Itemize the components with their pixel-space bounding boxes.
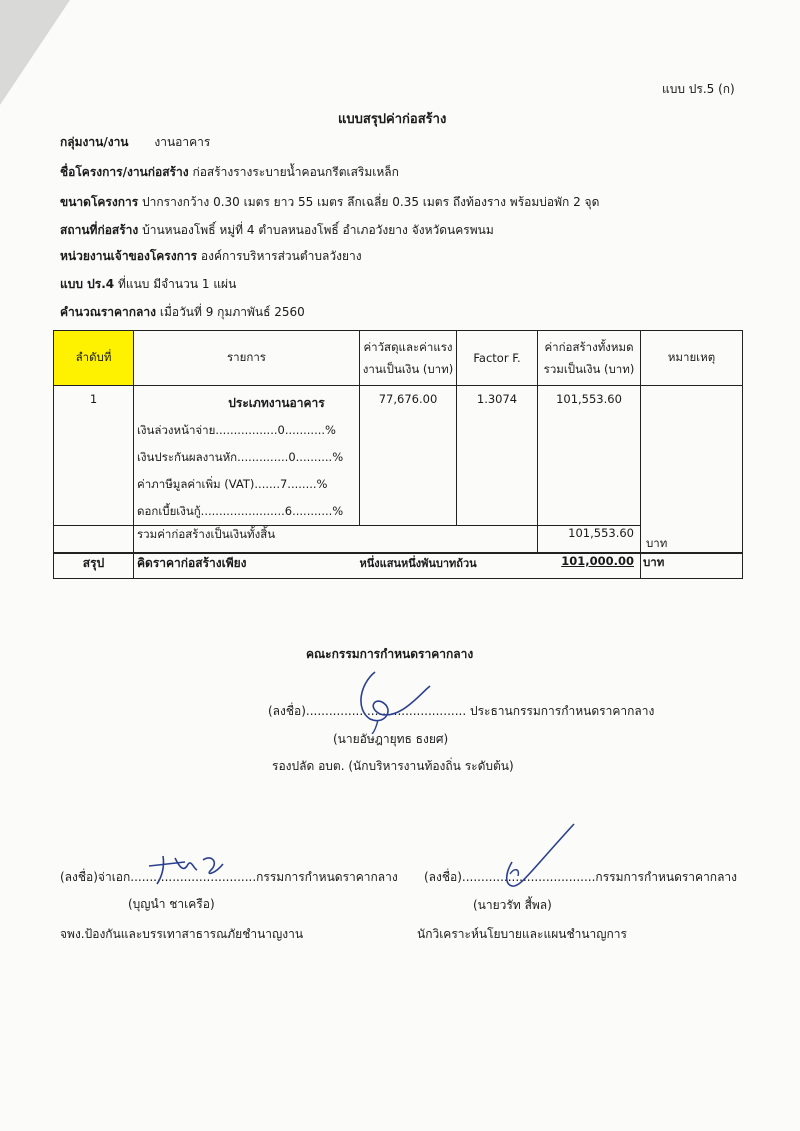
group-label: กลุ่มงาน/งาน (60, 135, 129, 149)
member2-position: นักวิเคราะห์นโยบายและแผนชำนาญการ (417, 927, 627, 941)
form-code: แบบ ปร.5 (ก) (662, 82, 735, 96)
summary-unit: บาท (641, 553, 743, 579)
retention-line: เงินประกันผลงานหัก..............0..........% (137, 450, 344, 464)
header-item: รายการ (134, 331, 360, 386)
summary-words: หนึ่งแสนหนึ่งพันบาทถ้วน (360, 553, 538, 579)
row-item (134, 386, 360, 526)
header-note: หมายเหตุ (641, 331, 743, 386)
row-material: 77,676.00 (360, 386, 457, 526)
member1-signature-line: (ลงชื่อ)จ่าเอก.................................กรรมการกำหนดราคากลาง (60, 870, 398, 884)
size-label: ขนาดโครงการ (60, 195, 139, 209)
member2-signature-mark (490, 822, 580, 894)
calc-value: เมื่อวันที่ 9 กุมภาพันธ์ 2560 (159, 305, 305, 319)
location-value: บ้านหนองโพธิ์ หมู่ที่ 4 ตำบลหนองโพธิ์ อำเภอวังยาง จังหวัดนครพนม (142, 223, 494, 237)
info-size (60, 193, 599, 212)
cost-summary-table (53, 330, 743, 579)
form-ref-value: ที่แนบ มีจำนวน 1 แผ่น (117, 277, 237, 291)
table-row (54, 386, 743, 526)
chair-name: (นายอัษฎายุทธ ธงยศ) (333, 732, 449, 746)
vat-line: ค่าภาษีมูลค่าเพิ่ม (VAT).......7........% (137, 477, 328, 491)
advance-payment-line: เงินล่วงหน้าจ่าย.................0...........% (137, 423, 336, 437)
owner-label: หน่วยงานเจ้าของโครงการ (60, 249, 198, 263)
row-factor: 1.3074 (457, 386, 538, 526)
table-header-row (54, 331, 743, 386)
header-total (538, 331, 641, 386)
location-label: สถานที่ก่อสร้าง (60, 223, 139, 237)
member1-name: (บุญนำ ชาเครือ) (128, 897, 215, 911)
project-label: ชื่อโครงการ/งานก่อสร้าง (60, 165, 189, 179)
info-owner (60, 247, 362, 266)
header-total-line1: ค่าก่อสร้างทั้งหมด (544, 340, 634, 354)
row-note (641, 386, 743, 554)
info-group (60, 133, 210, 152)
page-fold-corner (0, 0, 70, 105)
grand-total-label: รวมค่าก่อสร้างเป็นเงินทั้งสิ้น (134, 526, 538, 554)
calc-label: คำนวณราคากลาง (60, 305, 157, 319)
info-location (60, 221, 494, 240)
interest-line: ดอกเบี้ยเงินกู้.......................6...........% (137, 504, 344, 518)
summary-value: 101,000.00 (538, 553, 641, 579)
document-title: แบบสรุปค่าก่อสร้าง (338, 112, 447, 127)
chair-signature-line: (ลงชื่อ).......................................... ประธานกรรมการกำหนดราคากลาง (268, 704, 655, 718)
form-ref-label: แบบ ปร.4 (60, 277, 115, 291)
grand-total-unit: บาท (646, 536, 668, 550)
summary-label: สรุป (54, 553, 134, 579)
info-form-ref (60, 275, 236, 294)
grand-total-row (54, 526, 743, 554)
grand-total-empty (54, 526, 134, 554)
info-project (60, 163, 399, 182)
header-material (360, 331, 457, 386)
header-factor: Factor F. (457, 331, 538, 386)
size-value: ปากรางกว้าง 0.30 เมตร ยาว 55 เมตร ลึกเฉลี่ย 0.35 เมตร ถึงท้องราง พร้อมบ่อพัก 2 จุด (142, 195, 600, 209)
project-value: ก่อสร้างรางระบายน้ำคอนกรีตเสริมเหล็ก (192, 165, 399, 179)
member1-position: จพง.ป้องกันและบรรเทาสาธารณภัยชำนาญงาน (60, 927, 304, 941)
chair-position: รองปลัด อบต. (นักบริหารงานท้องถิ่น ระดับต้น) (272, 759, 514, 773)
committee-heading: คณะกรรมการกำหนดราคากลาง (306, 647, 474, 661)
summary-row (54, 553, 743, 579)
header-total-line2: รวมเป็นเงิน (บาท) (543, 362, 635, 376)
owner-value: องค์การบริหารส่วนตำบลวังยาง (200, 249, 362, 263)
row-total: 101,553.60 (538, 386, 641, 526)
chair-signature-mark (330, 664, 440, 734)
group-value: งานอาคาร (154, 135, 211, 149)
member1-signature-mark (145, 848, 235, 888)
header-material-line2: งานเป็นเงิน (บาท) (362, 362, 454, 376)
summary-text: คิดราคาก่อสร้างเพียง (134, 553, 360, 579)
row-seq: 1 (54, 386, 134, 526)
header-material-line1: ค่าวัสดุและค่าแรง (363, 340, 453, 354)
grand-total-value: 101,553.60 (538, 526, 641, 554)
member2-name: (นายวรัท สี้พล) (473, 898, 552, 912)
row-item-title: ประเภทงานอาคาร (228, 396, 325, 410)
header-seq: ลำดับที่ (54, 331, 134, 386)
info-calc-date (60, 303, 305, 322)
member2-signature-line: (ลงชื่อ)...................................กรรมการกำหนดราคากลาง (424, 870, 738, 884)
